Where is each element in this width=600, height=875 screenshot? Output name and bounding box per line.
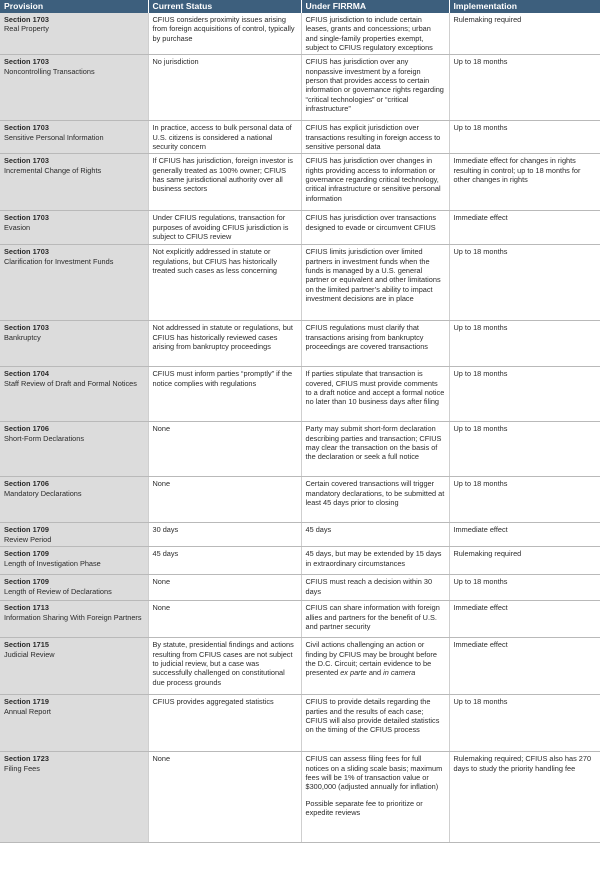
section-number: Section 1703 [4, 247, 49, 257]
provision-title: Length of Investigation Phase [4, 558, 101, 568]
current-status-cell: Not explicitly addressed in statute or regulations, but CFIUS has historically treated such cases as less concerning [148, 245, 301, 321]
provision-cell [0, 695, 148, 752]
provision-cell [0, 752, 148, 843]
under-firrma-cell: CFIUS has explicit jurisdiction over transactions resulting in foreign access to sensitive personal data [301, 121, 449, 154]
provision-cell [0, 422, 148, 477]
header-provision: Provision [0, 0, 148, 13]
ex-parte-text: ex parte [340, 668, 367, 678]
section-number: Section 1703 [4, 323, 49, 333]
implementation-cell: Immediate effect [449, 523, 600, 547]
under-firrma-cell: Party may submit short-form declaration describing parties and transaction; CFIUS may clear the transaction on the basis of the declaration or seek a full notice [301, 422, 449, 477]
current-status-cell: None [148, 477, 301, 523]
under-firrma-cell: CFIUS has jurisdiction over transactions designed to evade or circumvent CFIUS [301, 211, 449, 245]
table-row [0, 695, 600, 752]
table-row [0, 245, 600, 321]
under-firrma-cell: CFIUS limits jurisdiction over limited partners in investment funds when the funds is managed by a U.S. general partner or equivalent and other limitations on the limited partner’s ability to impact investment decisions are in place [301, 245, 449, 321]
current-status-cell: None [148, 575, 301, 601]
implementation-cell: Up to 18 months [449, 477, 600, 523]
current-status-cell: None [148, 601, 301, 638]
provision-title: Information Sharing With Foreign Partners [4, 612, 142, 622]
provision-title: Annual Report [4, 706, 51, 716]
under-firrma-cell: Certain covered transactions will trigger mandatory declarations, to be submitted at least 45 days prior to closing [301, 477, 449, 523]
implementation-cell: Rulemaking required; CFIUS also has 270 days to study the priority handling fee [449, 752, 600, 843]
header-row [0, 0, 600, 13]
in-camera-text: in camera [383, 668, 416, 678]
provision-cell [0, 547, 148, 575]
current-status-cell: In practice, access to bulk personal data of U.S. citizens is considered a national security concern [148, 121, 301, 154]
header-under-firrma: Under FIRRMA [301, 0, 449, 13]
section-number: Section 1703 [4, 15, 49, 24]
provision-cell [0, 523, 148, 547]
table-row [0, 547, 600, 575]
section-number: Section 1723 [4, 754, 49, 764]
table-row [0, 752, 600, 843]
provision-title: Evasion [4, 222, 31, 232]
header-implementation: Implementation [449, 0, 600, 13]
section-number: Section 1709 [4, 577, 49, 587]
provision-title: Review Period [4, 534, 52, 544]
header-current-status: Current Status [148, 0, 301, 13]
table-row [0, 601, 600, 638]
provision-title: Mandatory Declarations [4, 488, 82, 498]
provision-title: Length of Review of Declarations [4, 586, 112, 596]
under-firrma-cell: 45 days [301, 523, 449, 547]
implementation-cell: Immediate effect [449, 601, 600, 638]
section-number: Section 1709 [4, 549, 49, 559]
provision-cell [0, 121, 148, 154]
provision-title: Bankruptcy [4, 332, 41, 342]
section-number: Section 1706 [4, 479, 49, 489]
table-row [0, 367, 600, 422]
table-row [0, 55, 600, 121]
table-row [0, 13, 600, 55]
current-status-cell: No jurisdiction [148, 55, 301, 121]
under-firrma-cell: 45 days, but may be extended by 15 days in extraordinary circumstances [301, 547, 449, 575]
section-number: Section 1715 [4, 640, 49, 650]
under-firrma-cell: CFIUS can share information with foreign allies and partners for the benefit of U.S. and partner security [301, 601, 449, 638]
implementation-cell: Immediate effect [449, 638, 600, 695]
section-number: Section 1704 [4, 369, 49, 379]
provision-cell [0, 211, 148, 245]
section-number: Section 1709 [4, 525, 49, 535]
current-status-cell: 30 days [148, 523, 301, 547]
implementation-cell: Rulemaking required [449, 547, 600, 575]
under-firrma-cell: CFIUS jurisdiction to include certain leases, grants and concessions; urban and single-family properties exempt, subject to CFIUS regulatory exceptions [301, 13, 449, 55]
provision-title: Filing Fees [4, 763, 40, 773]
table-row [0, 638, 600, 695]
provision-cell [0, 321, 148, 367]
table-row [0, 422, 600, 477]
current-status-cell: CFIUS considers proximity issues arising from foreign acquisitions of control, typically by purchase [148, 13, 301, 55]
table-row [0, 211, 600, 245]
provision-cell [0, 154, 148, 211]
provision-title: Real Property [4, 24, 49, 34]
under-firrma-cell: CFIUS to provide details regarding the parties and the results of each case; CFIUS will also provide detailed statistics on the timing of the CFIUS process [301, 695, 449, 752]
current-status-cell: Under CFIUS regulations, transaction for purposes of avoiding CFIUS jurisdiction is subject to CFIUS review [148, 211, 301, 245]
provision-cell [0, 55, 148, 121]
under-firrma-cell [301, 752, 449, 843]
current-status-cell: By statute, presidential findings and actions resulting from CFIUS cases are not subject to judicial review, but a case was successfully challenged on constitutional due process grounds [148, 638, 301, 695]
current-status-cell: If CFIUS has jurisdiction, foreign investor is generally treated as 100% owner; CFIUS has same jurisdictional authority over all business sectors [148, 154, 301, 211]
section-number: Section 1706 [4, 424, 49, 434]
section-number: Section 1703 [4, 123, 49, 133]
implementation-cell: Immediate effect [449, 211, 600, 245]
provision-title: Clarification for Investment Funds [4, 256, 114, 266]
provision-cell [0, 638, 148, 695]
current-status-cell: 45 days [148, 547, 301, 575]
section-number: Section 1703 [4, 57, 49, 67]
table-row [0, 121, 600, 154]
implementation-cell: Up to 18 months [449, 575, 600, 601]
under-firrma-cell: If parties stipulate that transaction is covered, CFIUS must provide comments to a draft notice and accept a formal notice no later than 10 business days after filing [301, 367, 449, 422]
section-number: Section 1719 [4, 697, 49, 707]
provision-cell [0, 575, 148, 601]
provision-cell [0, 601, 148, 638]
current-status-cell: Not addressed in statute or regulations, but CFIUS has historically reviewed cases arising from bankruptcy proceedings [148, 321, 301, 367]
implementation-cell: Rulemaking required [449, 13, 600, 55]
current-status-cell: CFIUS must inform parties “promptly” if the notice complies with regulations [148, 367, 301, 422]
section-number: Section 1703 [4, 156, 49, 166]
under-firrma-cell: CFIUS has jurisdiction over changes in rights providing access to information or governance regarding critical technology, critical infrastructure or sensitive personal information [301, 154, 449, 211]
current-status-cell: None [148, 422, 301, 477]
implementation-cell: Up to 18 months [449, 321, 600, 367]
firrma-text: CFIUS can assess filing fees for full notices on a sliding scale basis; maximum fees will be 1% of transaction value or $300,000 (adjusted annually for inflation) [305, 754, 443, 792]
provision-title: Noncontrolling Transactions [4, 66, 95, 76]
provision-title: Incremental Change of Rights [4, 165, 102, 175]
table-row [0, 477, 600, 523]
section-number: Section 1703 [4, 213, 49, 223]
table-row [0, 523, 600, 547]
implementation-cell: Immediate effect for changes in rights resulting in control; up to 18 months for other changes in rights [449, 154, 600, 211]
table-row [0, 575, 600, 601]
firrma-text: Civil actions challenging an action or finding by CFIUS may be brought before the D.C. Circuit; certain evidence to be presented [305, 640, 437, 678]
provision-title: Short-Form Declarations [4, 433, 84, 443]
provision-title: Sensitive Personal Information [4, 132, 104, 142]
provision-cell [0, 245, 148, 321]
table-row [0, 321, 600, 367]
implementation-cell: Up to 18 months [449, 245, 600, 321]
and-text: and [368, 668, 382, 678]
provision-title: Judicial Review [4, 649, 55, 659]
provision-cell [0, 367, 148, 422]
implementation-cell: Up to 18 months [449, 55, 600, 121]
provision-cell [0, 477, 148, 523]
provision-title: Staff Review of Draft and Formal Notices [4, 378, 137, 388]
under-firrma-cell [301, 638, 449, 695]
current-status-cell: CFIUS provides aggregated statistics [148, 695, 301, 752]
under-firrma-cell: CFIUS must reach a decision within 30 days [301, 575, 449, 601]
implementation-cell: Up to 18 months [449, 422, 600, 477]
provision-cell [0, 13, 148, 55]
section-number: Section 1713 [4, 603, 49, 613]
implementation-cell: Up to 18 months [449, 695, 600, 752]
implementation-cell: Up to 18 months [449, 367, 600, 422]
under-firrma-cell: CFIUS has jurisdiction over any nonpassive investment by a foreign person that provides access to certain information or governance rights regarding “critical technologies” or “critical infrastructure” [301, 55, 449, 121]
implementation-cell: Up to 18 months [449, 121, 600, 154]
firrma-note: Possible separate fee to prioritize or expedite reviews [305, 798, 423, 817]
current-status-cell: None [148, 752, 301, 843]
table-row [0, 154, 600, 211]
under-firrma-cell: CFIUS regulations must clarify that transactions arising from bankruptcy proceedings are covered transactions [301, 321, 449, 367]
